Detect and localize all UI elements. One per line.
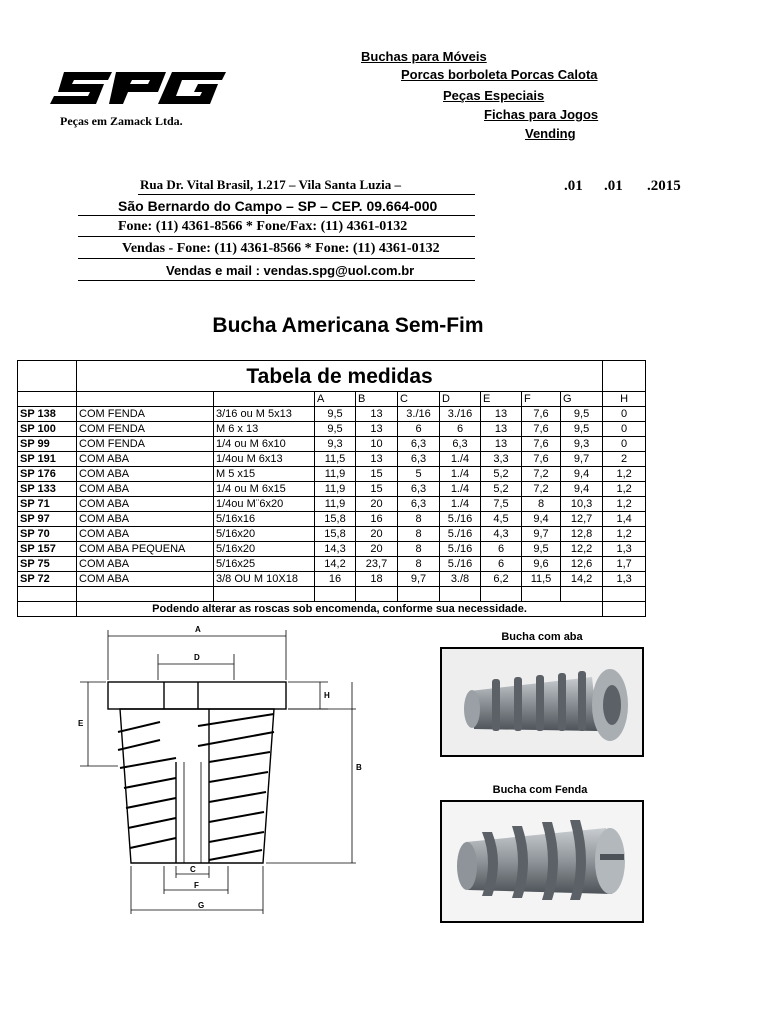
- product-type: COM ABA: [77, 452, 214, 467]
- empty-cell: [18, 361, 77, 392]
- thread-size: M 6 x 13: [214, 422, 315, 437]
- dimension-value: 9,4: [522, 512, 561, 527]
- table-row: [18, 497, 646, 512]
- product-code: SP 138: [18, 407, 77, 422]
- product-code: SP 191: [18, 452, 77, 467]
- dimension-value: 11,5: [315, 452, 356, 467]
- thread-size: 5/16x20: [214, 542, 315, 557]
- dimension-value: 11,9: [315, 482, 356, 497]
- dimension-value: 9,3: [315, 437, 356, 452]
- table-row: [18, 527, 646, 542]
- column-header: D: [440, 392, 481, 407]
- table-title-row: [18, 361, 646, 392]
- dimension-value: 1,2: [603, 467, 646, 482]
- dimension-value: 1./4: [440, 452, 481, 467]
- table-row: [18, 452, 646, 467]
- table-note-row: [18, 602, 646, 617]
- dimension-value: 8: [522, 497, 561, 512]
- dimension-value: 5: [398, 467, 440, 482]
- empty-cell: [18, 587, 77, 602]
- product-type: COM ABA: [77, 572, 214, 587]
- empty-cell: [561, 587, 603, 602]
- table-row: [18, 482, 646, 497]
- dimension-value: 10,3: [561, 497, 603, 512]
- dim-label-f: F: [194, 881, 199, 890]
- dimension-value: 1,3: [603, 572, 646, 587]
- dimension-value: 1,7: [603, 557, 646, 572]
- column-header: G: [561, 392, 603, 407]
- dimension-value: 5./16: [440, 557, 481, 572]
- product-code: SP 100: [18, 422, 77, 437]
- dimension-value: 1,2: [603, 527, 646, 542]
- dimension-value: 9,4: [561, 467, 603, 482]
- thread-size: 3/8 OU M 10X18: [214, 572, 315, 587]
- table-note: Podendo alterar as roscas sob encomenda, conforme sua necessidade.: [77, 602, 603, 617]
- thread-size: 1/4ou M 6x13: [214, 452, 315, 467]
- dimension-value: 8: [398, 542, 440, 557]
- product-type: COM ABA: [77, 512, 214, 527]
- product-type: COM ABA: [77, 497, 214, 512]
- product-item: Fichas para Jogos: [484, 107, 599, 122]
- dimension-value: 14,2: [561, 572, 603, 587]
- product-code: SP 157: [18, 542, 77, 557]
- empty-cell: [603, 361, 646, 392]
- dimension-value: 13: [356, 407, 398, 422]
- dimension-value: 1,2: [603, 497, 646, 512]
- dimension-value: 3./16: [398, 407, 440, 422]
- dimension-value: 5./16: [440, 527, 481, 542]
- thread-size: 1/4 ou M 6x10: [214, 437, 315, 452]
- table-row: [18, 467, 646, 482]
- dimension-value: 9,5: [561, 422, 603, 437]
- product-code: SP 97: [18, 512, 77, 527]
- dimension-value: 1./4: [440, 497, 481, 512]
- dimension-value: 4,5: [481, 512, 522, 527]
- dimension-value: 5./16: [440, 542, 481, 557]
- dimension-value: 1,4: [603, 512, 646, 527]
- address-city: São Bernardo do Campo – SP – CEP. 09.664-000: [118, 198, 438, 214]
- dimension-value: 10: [356, 437, 398, 452]
- table-row: [18, 437, 646, 452]
- product-item: Buchas para Móveis: [361, 49, 487, 64]
- dimension-value: 1,3: [603, 542, 646, 557]
- product-item: Porcas borboleta Porcas Calota: [401, 67, 598, 82]
- dimension-value: 6: [481, 542, 522, 557]
- empty-cell: [77, 587, 214, 602]
- address-sales-phone: Vendas - Fone: (11) 4361-8566 * Fone: (11) 4361-0132: [122, 241, 440, 256]
- dimension-value: 11,9: [315, 497, 356, 512]
- dimension-value: 13: [356, 422, 398, 437]
- product-type: COM ABA: [77, 527, 214, 542]
- empty-cell: [603, 602, 646, 617]
- empty-cell: [18, 392, 77, 407]
- dimension-value: 14,3: [315, 542, 356, 557]
- spg-logo: [50, 70, 228, 114]
- empty-cell: [481, 587, 522, 602]
- dimension-value: 1./4: [440, 482, 481, 497]
- column-header: A: [315, 392, 356, 407]
- empty-cell: [18, 602, 77, 617]
- dimension-value: 6,3: [398, 452, 440, 467]
- table-row: [18, 557, 646, 572]
- dimension-value: 6: [440, 422, 481, 437]
- product-item: Peças Especiais: [443, 88, 545, 103]
- column-header: F: [522, 392, 561, 407]
- dimension-value: 14,2: [315, 557, 356, 572]
- body-outline: [120, 709, 274, 863]
- dimension-value: 9,4: [561, 482, 603, 497]
- product-type: COM FENDA: [77, 407, 214, 422]
- dimension-value: 13: [356, 452, 398, 467]
- column-header: E: [481, 392, 522, 407]
- product-type: COM ABA: [77, 482, 214, 497]
- dimension-value: 7,2: [522, 482, 561, 497]
- product-code: SP 176: [18, 467, 77, 482]
- product-type: COM ABA: [77, 467, 214, 482]
- dim-label-d: D: [194, 653, 200, 662]
- dimension-value: 3./8: [440, 572, 481, 587]
- dimension-value: 4,3: [481, 527, 522, 542]
- empty-cell: [522, 587, 561, 602]
- dimension-value: 5./16: [440, 512, 481, 527]
- empty-cell: [214, 392, 315, 407]
- dimension-value: 12,2: [561, 542, 603, 557]
- photo-bucha-com-aba: [440, 647, 644, 757]
- dimension-value: 5,2: [481, 482, 522, 497]
- column-header: C: [398, 392, 440, 407]
- dimension-value: 7,5: [481, 497, 522, 512]
- dimension-value: 6,3: [440, 437, 481, 452]
- table-empty-row: [18, 587, 646, 602]
- dimension-value: 9,5: [315, 407, 356, 422]
- table-row: [18, 407, 646, 422]
- empty-cell: [77, 392, 214, 407]
- dimension-value: 5,2: [481, 467, 522, 482]
- thread-size: 1/4 ou M 6x15: [214, 482, 315, 497]
- dimension-value: 11,9: [315, 467, 356, 482]
- empty-cell: [315, 587, 356, 602]
- spec-table: [17, 360, 646, 617]
- dimension-value: 1,2: [603, 482, 646, 497]
- dimension-value: 15,8: [315, 527, 356, 542]
- photo-caption-fenda: Bucha com Fenda: [492, 784, 588, 796]
- address-email: Vendas e mail : vendas.spg@uol.com.br: [166, 263, 415, 278]
- product-type: COM FENDA: [77, 422, 214, 437]
- dimension-value: 6,2: [481, 572, 522, 587]
- product-code: SP 75: [18, 557, 77, 572]
- dim-label-a: A: [195, 625, 201, 634]
- dimension-value: 7,2: [522, 467, 561, 482]
- column-header: H: [603, 392, 646, 407]
- dimension-value: 9,5: [561, 407, 603, 422]
- dimension-value: 16: [356, 512, 398, 527]
- dimension-value: 9,6: [522, 557, 561, 572]
- thread-size: 5/16x16: [214, 512, 315, 527]
- table-header-row: [18, 392, 646, 407]
- dimension-value: 20: [356, 527, 398, 542]
- dimension-value: 0: [603, 407, 646, 422]
- dimension-value: 12,8: [561, 527, 603, 542]
- address-phone: Fone: (11) 4361-8566 * Fone/Fax: (11) 4361-0132: [118, 219, 408, 234]
- technical-drawing: [78, 622, 378, 922]
- company-subtitle: Peças em Zamack Ltda.: [60, 114, 183, 128]
- thread-size: 1/4ou M¨6x20: [214, 497, 315, 512]
- dimension-value: 3./16: [440, 407, 481, 422]
- dimension-value: 0: [603, 422, 646, 437]
- dimension-value: 23,7: [356, 557, 398, 572]
- thread-size: 5/16x25: [214, 557, 315, 572]
- table-row: [18, 512, 646, 527]
- product-item: Vending: [525, 126, 576, 141]
- dimension-value: 7,6: [522, 407, 561, 422]
- column-header: B: [356, 392, 398, 407]
- dimension-value: 6,3: [398, 497, 440, 512]
- dimension-value: 12,7: [561, 512, 603, 527]
- dimension-value: 7,6: [522, 452, 561, 467]
- dimension-value: 2: [603, 452, 646, 467]
- photo-caption-aba: Bucha com aba: [501, 631, 583, 643]
- page-title: Bucha Americana Sem-Fim: [212, 314, 484, 337]
- dimension-value: 13: [481, 437, 522, 452]
- dim-label-b: B: [356, 763, 362, 772]
- photo-bucha-com-fenda: [440, 800, 644, 923]
- dimension-value: 15,8: [315, 512, 356, 527]
- dimension-value: 15: [356, 482, 398, 497]
- dimension-value: 8: [398, 527, 440, 542]
- dimension-value: 9,5: [522, 542, 561, 557]
- dimension-value: 7,6: [522, 422, 561, 437]
- dimension-value: 9,5: [315, 422, 356, 437]
- dimension-value: 13: [481, 422, 522, 437]
- product-code: SP 72: [18, 572, 77, 587]
- dimension-value: 6: [481, 557, 522, 572]
- dim-label-e: E: [78, 719, 84, 728]
- table-row: [18, 572, 646, 587]
- empty-cell: [214, 587, 315, 602]
- table-row: [18, 542, 646, 557]
- product-code: SP 99: [18, 437, 77, 452]
- product-type: COM ABA PEQUENA: [77, 542, 214, 557]
- dimension-value: 11,5: [522, 572, 561, 587]
- product-type: COM FENDA: [77, 437, 214, 452]
- dim-label-g: G: [198, 901, 205, 910]
- thread-size: 3/16 ou M 5x13: [214, 407, 315, 422]
- dimension-value: 6,3: [398, 437, 440, 452]
- table-row: [18, 422, 646, 437]
- dimension-value: 18: [356, 572, 398, 587]
- date-year: .2015: [647, 178, 681, 194]
- date-month: .01: [604, 178, 623, 194]
- dimension-value: 8: [398, 512, 440, 527]
- dim-label-h: H: [324, 691, 330, 700]
- thread-size: 5/16x20: [214, 527, 315, 542]
- product-code: SP 133: [18, 482, 77, 497]
- dimension-value: 9,7: [561, 452, 603, 467]
- empty-cell: [603, 587, 646, 602]
- dimension-value: 7,6: [522, 437, 561, 452]
- dimension-value: 9,7: [522, 527, 561, 542]
- dimension-value: 1./4: [440, 467, 481, 482]
- date-day: .01: [564, 178, 583, 194]
- dimension-value: 0: [603, 437, 646, 452]
- empty-cell: [440, 587, 481, 602]
- dimension-value: 20: [356, 497, 398, 512]
- table-title: Tabela de medidas: [77, 361, 603, 392]
- dimension-value: 6: [398, 422, 440, 437]
- dimension-value: 9,7: [398, 572, 440, 587]
- dimension-value: 20: [356, 542, 398, 557]
- dimension-value: 13: [481, 407, 522, 422]
- dimension-value: 9,3: [561, 437, 603, 452]
- dimension-value: 15: [356, 467, 398, 482]
- dimension-value: 16: [315, 572, 356, 587]
- dimension-value: 3,3: [481, 452, 522, 467]
- dimension-value: 6,3: [398, 482, 440, 497]
- product-type: COM ABA: [77, 557, 214, 572]
- dimension-value: 12,6: [561, 557, 603, 572]
- empty-cell: [356, 587, 398, 602]
- flange-outline: [108, 682, 286, 709]
- empty-cell: [398, 587, 440, 602]
- product-code: SP 71: [18, 497, 77, 512]
- dim-label-c: C: [190, 865, 196, 874]
- product-code: SP 70: [18, 527, 77, 542]
- dimension-value: 8: [398, 557, 440, 572]
- address-street: Rua Dr. Vital Brasil, 1.217 – Vila Santa Luzia –: [140, 177, 401, 192]
- thread-size: M 5 x15: [214, 467, 315, 482]
